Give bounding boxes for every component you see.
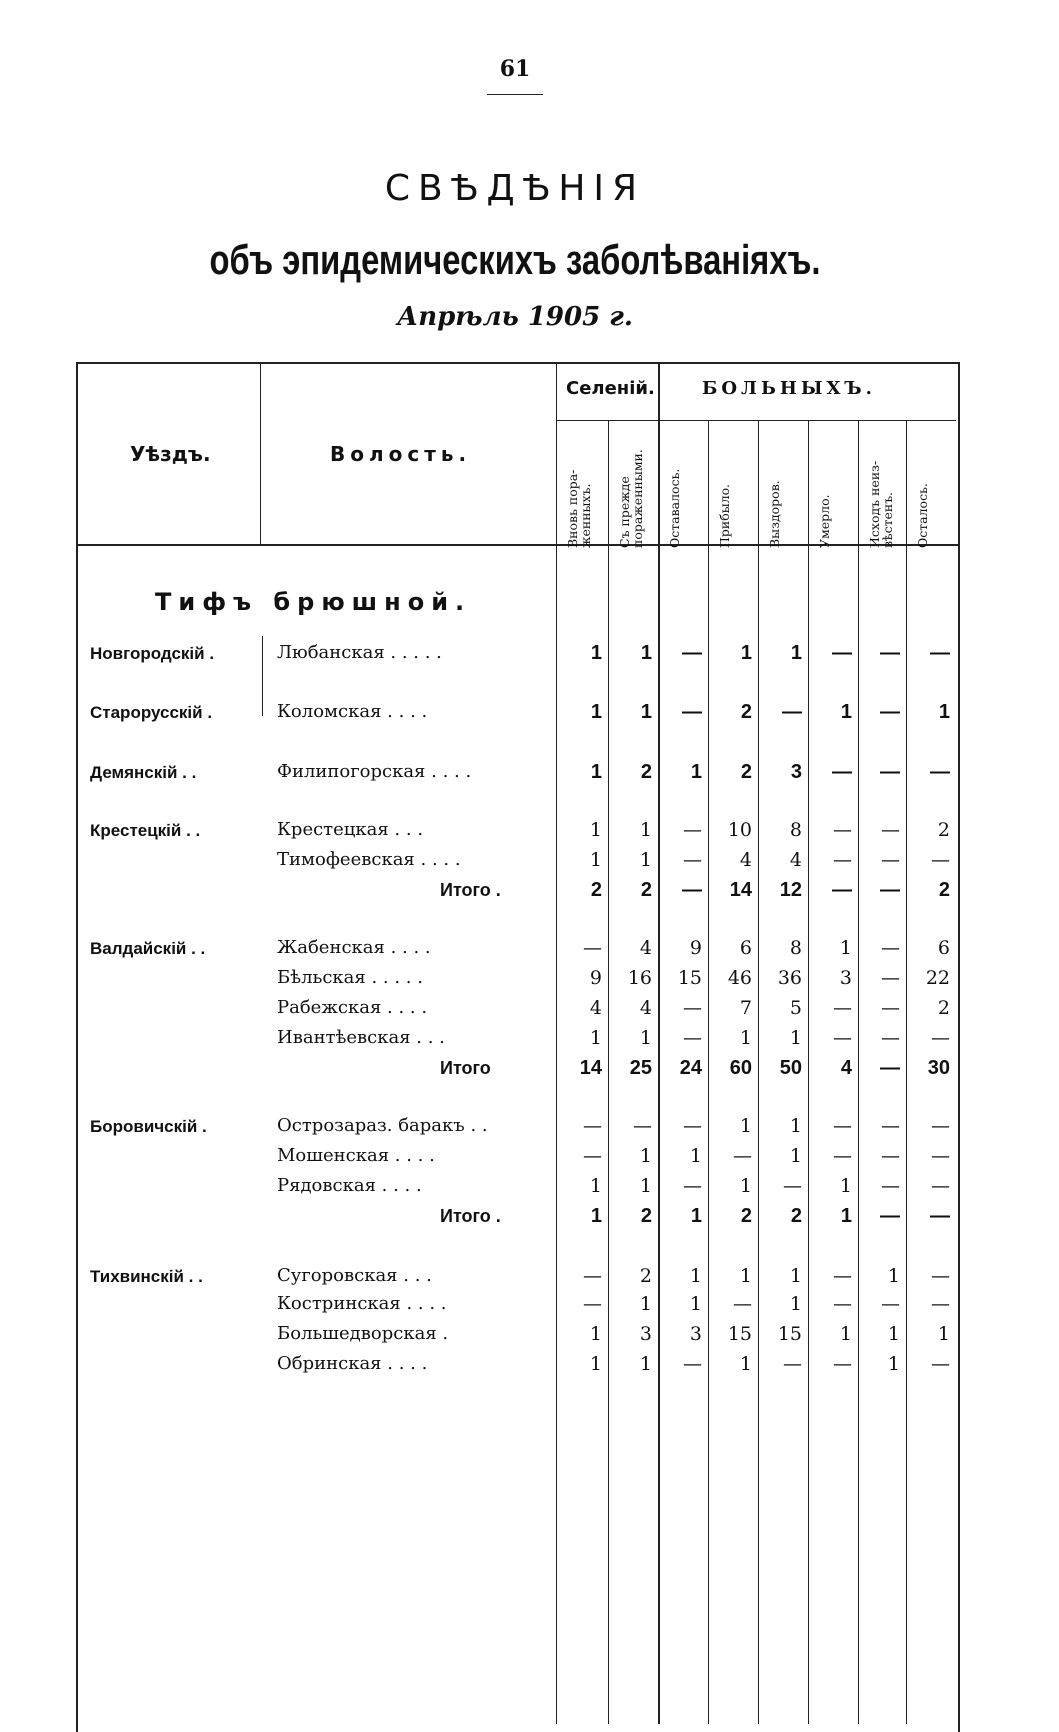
value-cell: 1 [640, 642, 652, 664]
volost-name: Ивантѣевская . . . [277, 1027, 445, 1048]
value-cell: 1 [690, 1205, 702, 1227]
volost-name: Обринская . . . . [277, 1353, 428, 1374]
value-cell: 3 [689, 1323, 702, 1345]
value-cell: 22 [925, 967, 950, 989]
value-cell: 4 [739, 849, 752, 871]
value-cell: 2 [938, 879, 950, 901]
value-cell: 1 [689, 1293, 702, 1315]
value-cell: — [881, 819, 900, 841]
uezd-name: Валдайскій . . [90, 939, 206, 958]
value-cell: — [583, 1293, 602, 1315]
value-cell: 1 [690, 761, 702, 783]
value-cell: 2 [639, 1265, 652, 1287]
section-title: Тифъ брюшной. [155, 588, 472, 616]
volost-name: Сугоровская . . . [277, 1265, 432, 1286]
value-cell: — [833, 1145, 852, 1167]
value-cell: 4 [840, 1057, 852, 1079]
value-cell: — [931, 1115, 950, 1137]
value-cell: 2 [640, 879, 652, 901]
value-cell: — [682, 879, 702, 901]
value-cell: 1 [840, 1205, 852, 1227]
column-divider [808, 420, 809, 1724]
volost-name: Бѣльская . . . . . [277, 967, 423, 988]
value-cell: 1 [739, 1265, 752, 1287]
value-cell: 3 [839, 967, 852, 989]
value-cell: 9 [689, 937, 702, 959]
value-cell: — [583, 1115, 602, 1137]
value-cell: 2 [790, 1205, 802, 1227]
value-cell: — [683, 849, 702, 871]
value-cell: — [931, 1175, 950, 1197]
volost-name: Филипогорская . . . . [277, 761, 472, 782]
value-cell: — [832, 879, 852, 901]
value-cell: — [683, 1115, 702, 1137]
value-cell: — [931, 1145, 950, 1167]
value-cell: 1 [639, 849, 652, 871]
value-cell: 15 [727, 1323, 752, 1345]
value-cell: — [881, 1293, 900, 1315]
value-cell: 1 [589, 1027, 602, 1049]
value-cell: 10 [727, 819, 752, 841]
value-cell: 2 [740, 761, 752, 783]
value-cell: 30 [927, 1057, 950, 1079]
value-cell: 1 [839, 1323, 852, 1345]
value-cell: 6 [739, 937, 752, 959]
value-cell: — [583, 1265, 602, 1287]
value-cell: 25 [629, 1057, 652, 1079]
value-cell: 1 [739, 1353, 752, 1375]
column-divider [658, 362, 660, 1724]
value-cell: — [833, 819, 852, 841]
uezd-name: Боровичскій . [90, 1117, 207, 1136]
value-cell: 24 [679, 1057, 702, 1079]
value-cell: 14 [579, 1057, 602, 1079]
value-cell: — [782, 701, 802, 723]
value-cell: 15 [677, 967, 702, 989]
column-divider [758, 420, 759, 1724]
settlements-header: Селеній. [566, 378, 655, 399]
volost-name: Жабенская . . . . [277, 937, 431, 958]
value-cell: — [833, 1027, 852, 1049]
value-cell: 1 [640, 701, 652, 723]
column-divider [608, 420, 609, 1724]
value-cell: 1 [740, 642, 752, 664]
value-cell: 1 [589, 1323, 602, 1345]
value-cell: 1 [790, 642, 802, 664]
volost-name: Крестецкая . . . [277, 819, 424, 840]
value-cell: 1 [639, 1293, 652, 1315]
value-cell: — [583, 937, 602, 959]
value-cell: — [833, 1265, 852, 1287]
column-header-label: Прибыло. [717, 483, 732, 548]
uezd-name: Демянскій . . [90, 763, 197, 782]
value-cell: 1 [739, 1027, 752, 1049]
value-cell: — [880, 879, 900, 901]
value-cell: 4 [789, 849, 802, 871]
value-cell: — [881, 1115, 900, 1137]
value-cell: 1 [840, 701, 852, 723]
document-title: СВѢДѢНІЯ [384, 168, 646, 209]
uezd-header: Уѣздъ. [130, 442, 211, 466]
value-cell: 1 [789, 1115, 802, 1137]
value-cell: 1 [938, 701, 950, 723]
value-cell: — [881, 997, 900, 1019]
value-cell: — [931, 1293, 950, 1315]
value-cell: 1 [739, 1115, 752, 1137]
value-cell: — [930, 642, 950, 664]
volost-name: Большедворская . [277, 1323, 449, 1344]
subheader-rule [556, 420, 956, 421]
value-cell: — [783, 1175, 802, 1197]
value-cell: — [881, 1175, 900, 1197]
table-right-border [958, 362, 960, 1732]
value-cell: — [833, 1353, 852, 1375]
value-cell: 1 [739, 1175, 752, 1197]
value-cell: — [881, 849, 900, 871]
volost-name: Любанская . . . . . [277, 642, 442, 663]
column-header-label: Вновь пора- женныхъ. [565, 469, 593, 548]
table-top-rule [76, 362, 958, 364]
page-number-rule [487, 94, 543, 95]
total-label: Итого [440, 1058, 491, 1078]
value-cell: 8 [789, 937, 802, 959]
value-cell: 1 [789, 1293, 802, 1315]
column-divider [906, 420, 907, 1724]
value-cell: — [682, 642, 702, 664]
document-subtitle: объ эпидемическихъ заболѣваніяхъ. [209, 236, 821, 283]
volost-name: Острозараз. баракъ . . [277, 1115, 488, 1136]
value-cell: — [832, 761, 852, 783]
value-cell: 1 [589, 819, 602, 841]
value-cell: 1 [887, 1353, 900, 1375]
value-cell: — [683, 997, 702, 1019]
value-cell: 1 [887, 1323, 900, 1345]
uezd-name: Новгородскій . [90, 644, 215, 663]
value-cell: 4 [639, 937, 652, 959]
value-cell: 1 [639, 819, 652, 841]
value-cell: — [683, 1175, 702, 1197]
value-cell: 46 [727, 967, 752, 989]
value-cell: 15 [777, 1323, 802, 1345]
volost-name: Рядовская . . . . [277, 1175, 422, 1196]
value-cell: 1 [590, 1205, 602, 1227]
value-cell: 6 [937, 937, 950, 959]
uezd-name: Тихвинскій . . [90, 1267, 203, 1286]
column-header-label: Оставалось. [667, 468, 682, 548]
total-label: Итого . [440, 880, 501, 900]
value-cell: 1 [639, 1175, 652, 1197]
value-cell: 2 [590, 879, 602, 901]
value-cell: 1 [689, 1145, 702, 1167]
page-number: 61 [499, 56, 531, 82]
value-cell: 1 [789, 1145, 802, 1167]
value-cell: 3 [639, 1323, 652, 1345]
value-cell: 1 [789, 1265, 802, 1287]
value-cell: 1 [589, 849, 602, 871]
value-cell: 1 [887, 1265, 900, 1287]
value-cell: 1 [590, 642, 602, 664]
value-cell: — [931, 849, 950, 871]
value-cell: 2 [937, 819, 950, 841]
value-cell: 16 [627, 967, 652, 989]
value-cell: — [683, 819, 702, 841]
value-cell: 1 [639, 1353, 652, 1375]
value-cell: — [783, 1353, 802, 1375]
value-cell: — [880, 1205, 900, 1227]
total-label: Итого . [440, 1206, 501, 1226]
volost-name: Рабежская . . . . [277, 997, 428, 1018]
value-cell: 2 [740, 701, 752, 723]
value-cell: 2 [640, 1205, 652, 1227]
value-cell: — [931, 1265, 950, 1287]
value-cell: 7 [739, 997, 752, 1019]
value-cell: 1 [937, 1323, 950, 1345]
value-cell: — [930, 1205, 950, 1227]
value-cell: 1 [590, 701, 602, 723]
value-cell: — [683, 1353, 702, 1375]
column-header-label: Съ прежде пораженными. [617, 449, 645, 548]
value-cell: — [880, 761, 900, 783]
value-cell: 1 [639, 1145, 652, 1167]
value-cell: — [733, 1145, 752, 1167]
value-cell: 2 [740, 1205, 752, 1227]
value-cell: — [583, 1145, 602, 1167]
value-cell: 1 [590, 761, 602, 783]
value-cell: 36 [777, 967, 802, 989]
value-cell: — [832, 642, 852, 664]
volost-name: Коломская . . . . [277, 701, 428, 722]
volost-header: Волость. [330, 442, 472, 466]
value-cell: 5 [789, 997, 802, 1019]
value-cell: — [833, 1293, 852, 1315]
value-cell: 60 [729, 1057, 752, 1079]
patients-header: БОЛЬНЫХЪ. [702, 378, 876, 399]
value-cell: 50 [779, 1057, 802, 1079]
table-left-border [76, 362, 78, 1732]
value-cell: — [881, 1145, 900, 1167]
value-cell: — [881, 937, 900, 959]
value-cell: 4 [589, 997, 602, 1019]
value-cell: — [682, 701, 702, 723]
value-cell: 1 [589, 1353, 602, 1375]
value-cell: 1 [689, 1265, 702, 1287]
column-header-label: Выздоров. [767, 480, 782, 548]
value-cell: 1 [839, 1175, 852, 1197]
column-divider [556, 362, 557, 1724]
value-cell: — [930, 761, 950, 783]
value-cell: 1 [639, 1027, 652, 1049]
value-cell: — [881, 1027, 900, 1049]
value-cell: — [633, 1115, 652, 1137]
value-cell: 12 [779, 879, 802, 901]
value-cell: 8 [789, 819, 802, 841]
value-cell: 1 [789, 1027, 802, 1049]
volost-name: Тимофеевская . . . . [277, 849, 461, 870]
report-date: Апрѣль 1905 г. [397, 302, 633, 332]
volost-name: Мошенская . . . . [277, 1145, 435, 1166]
value-cell: 1 [839, 937, 852, 959]
column-divider [858, 420, 859, 1724]
value-cell: 2 [937, 997, 950, 1019]
value-cell: 14 [729, 879, 752, 901]
volost-name: Костринская . . . . [277, 1293, 447, 1314]
column-divider [708, 420, 709, 1724]
value-cell: — [733, 1293, 752, 1315]
value-cell: 9 [589, 967, 602, 989]
value-cell: 4 [639, 997, 652, 1019]
value-cell: — [881, 967, 900, 989]
column-header-label: Умерло. [817, 494, 832, 548]
value-cell: — [683, 1027, 702, 1049]
value-cell: — [880, 642, 900, 664]
value-cell: — [880, 701, 900, 723]
value-cell: — [931, 1027, 950, 1049]
value-cell: — [880, 1057, 900, 1079]
value-cell: 1 [589, 1175, 602, 1197]
uezd-volost-divider [260, 362, 261, 544]
value-cell: 2 [640, 761, 652, 783]
value-cell: — [833, 997, 852, 1019]
value-cell: — [931, 1353, 950, 1375]
column-header-label: Исходъ неиз- вѣстенъ. [867, 460, 895, 548]
uezd-name: Старорусскій . [90, 703, 213, 722]
uezd-name: Крестецкій . . [90, 821, 201, 840]
value-cell: — [833, 1115, 852, 1137]
value-cell: 3 [790, 761, 802, 783]
column-header-label: Осталось. [915, 483, 930, 548]
value-cell: — [833, 849, 852, 871]
uezd-volost-divider-lower [262, 636, 263, 716]
